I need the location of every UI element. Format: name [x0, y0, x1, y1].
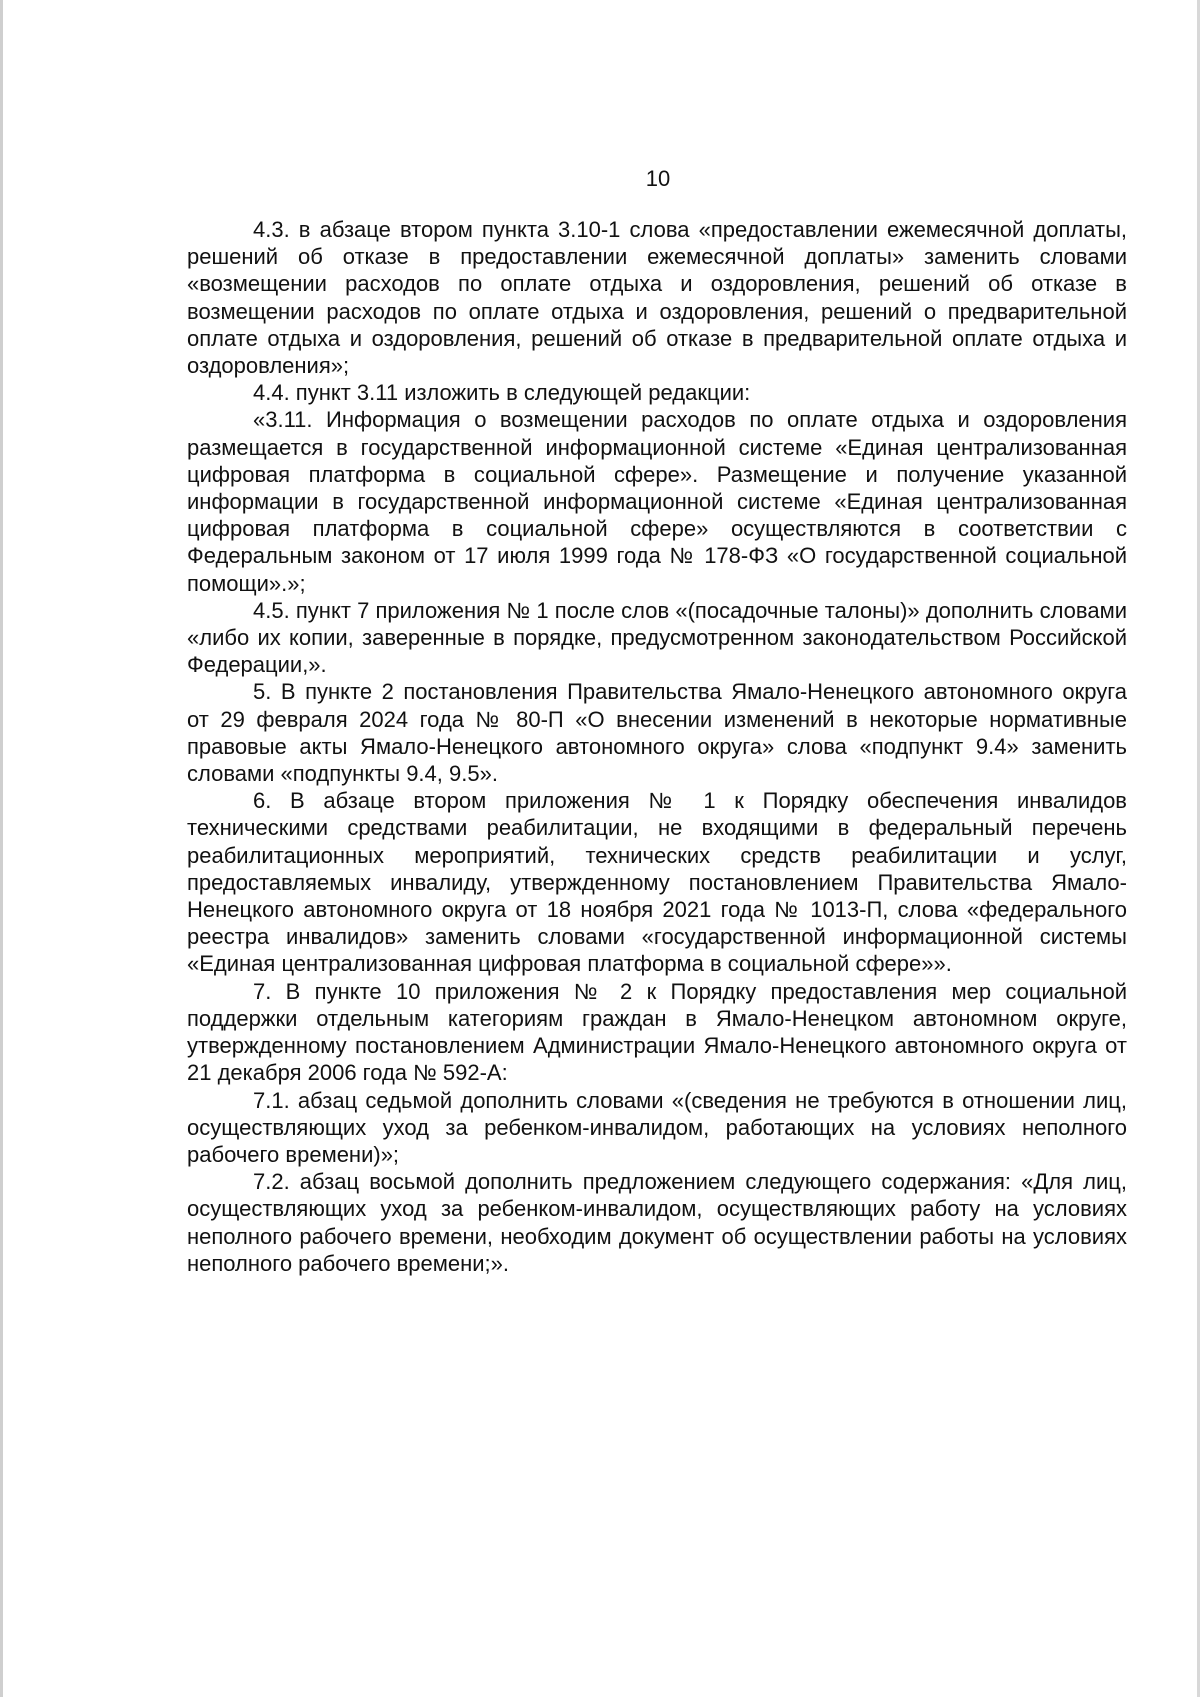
paragraph-3-11-quote: «3.11. Информация о возмещении расходов по оплате отдыха и оздоровления размещается в государственной информационной системе «Единая централизованная цифровая платформа в социальной сфере». Размещение и получение указанной информации в государственной информационной системе «Единая централизованная цифровая платформа в социальной сфере» осуществляются в соответствии с Федеральным законом от 17 июля 1999 года № 178-ФЗ «О государственной социальной помощи».»;: [187, 407, 1127, 596]
paragraph-4-4: 4.4. пункт 3.11 изложить в следующей редакции:: [253, 380, 751, 406]
paragraph-7: 7. В пункте 10 приложения № 2 к Порядку предоставления мер социальной поддержки отдельным категориям граждан в Ямало-Ненецком автономном округе, утвержденному постановлением Администрации Ямало-Ненецкого автономного округа от 21 декабря 2006 года № 592-А:: [187, 978, 1127, 1086]
paragraph-5: 5. В пункте 2 постановления Правительства Ямало-Ненецкого автономного округа от 29 февраля 2024 года № 80-П «О внесении изменений в некоторые нормативные правовые акты Ямало-Ненецкого автономного округа» слова «подпункт 9.4» заменить словами «подпункты 9.4, 9.5».: [187, 679, 1127, 787]
page-number: 10: [645, 166, 671, 191]
paragraph-6: 6. В абзаце втором приложения № 1 к Порядку обеспечения инвалидов техническими средствами реабилитации, не входящими в федеральный перечень реабилитационных мероприятий, технических средств реабилитации и услуг, предоставляемых инвалиду, утвержденному постановлением Правительства Ямало-Ненецкого автономного округа от 18 ноября 2021 года № 1013-П, слова «федерального реестра инвалидов» заменить словами «государственной информационной системы «Единая централизованная цифровая платформа в социальной сфере»».: [187, 788, 1127, 977]
page-left-edge: [0, 0, 3, 1697]
paragraph-7-1: 7.1. абзац седьмой дополнить словами «(сведения не требуются в отношении лиц, осуществляющих уход за ребенком-инвалидом, работающих на условиях неполного рабочего времени)»;: [187, 1087, 1127, 1167]
document-body: [187, 216, 1127, 1277]
paragraph-4-3: 4.3. в абзаце втором пункта 3.10-1 слова «предоставлении ежемесячной доплаты, решений об отказе в предоставлении ежемесячной доплаты» заменить словами «возмещении расходов по оплате отдыха и оздоровления, решений об отказе в возмещении расходов по оплате отдыха и оздоровления, решений о предварительной оплате отдыха и оздоровления, решений об отказе в предварительной оплате отдыха и оздоровления»;: [187, 217, 1127, 379]
paragraph-4-5: 4.5. пункт 7 приложения № 1 после слов «(посадочные талоны)» дополнить словами «либо их копии, заверенные в порядке, предусмотренном законодательством Российской Федерации,».: [187, 597, 1127, 678]
paragraph-7-2: 7.2. абзац восьмой дополнить предложением следующего содержания: «Для лиц, осуществляющих уход за ребенком-инвалидом, осуществляющих работу на условиях неполного рабочего времени, необходим документ об осуществлении работы на условиях неполного рабочего времени;».: [187, 1169, 1127, 1276]
